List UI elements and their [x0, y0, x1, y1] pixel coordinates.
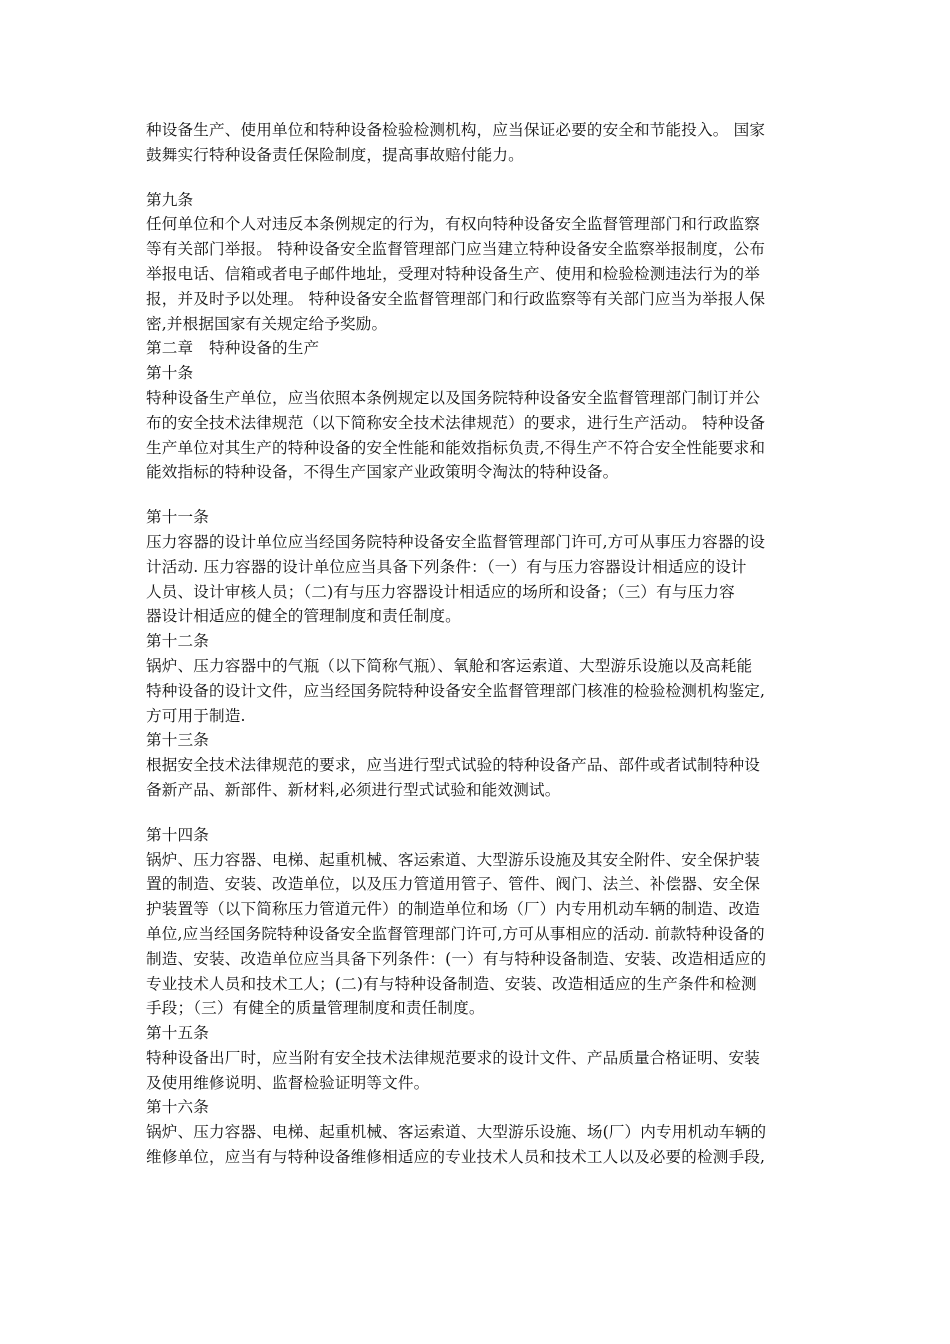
paragraph-line: 单位,应当经国务院特种设备安全监督管理部门许可,方可从事相应的活动. 前款特种设备的 — [146, 924, 765, 943]
article-heading: 第十一条 — [146, 508, 209, 527]
paragraph-line: 特种设备的设计文件，应当经国务院特种设备安全监督管理部门核准的检验检测机构鉴定, — [146, 681, 766, 700]
paragraph-line: 备新产品、新部件、新材料,必须进行型式试验和能效测试。 — [146, 780, 561, 799]
paragraph-line: 专业技术人员和技术工人；(二)有与特种设备制造、安装、改造相适应的生产条件和检测 — [146, 974, 757, 993]
article-paragraph — [146, 530, 810, 629]
paragraph-line: 锅炉、压力容器、电梯、起重机械、客运索道、大型游乐设施及其安全附件、安全保护装 — [146, 850, 761, 869]
paragraph-gap — [146, 485, 810, 505]
paragraph-line: 锅炉、压力容器、电梯、起重机械、客运索道、大型游乐设施、场(厂）内专用机动车辆的 — [146, 1123, 767, 1142]
paragraph-line: 报，并及时予以处理。 特种设备安全监督管理部门和行政监察等有关部门应当为举报人保 — [146, 289, 766, 308]
document-body — [146, 118, 810, 1170]
paragraph-line: 维修单位，应当有与特种设备维修相适应的专业技术人员和技术工人以及必要的检测手段, — [146, 1148, 766, 1167]
paragraph-line: 锅炉、压力容器中的气瓶（以下简称气瓶）、氧舱和客运索道、大型游乐设施以及高耗能 — [146, 656, 753, 675]
article-heading: 第十条 — [146, 364, 194, 383]
paragraph-line: 计活动. 压力容器的设计单位应当具备下列条件：（一）有与压力容器设计相适应的设计 — [146, 557, 747, 576]
paragraph-line: 任何单位和个人对违反本条例规定的行为，有权向特种设备安全监督管理部门和行政监察 — [146, 215, 761, 234]
paragraph-line: 器设计相适应的健全的管理制度和责任制度。 — [146, 607, 461, 626]
article-paragraph — [146, 753, 810, 803]
article-paragraph — [146, 848, 810, 1022]
paragraph-line: 压力容器的设计单位应当经国务院特种设备安全监督管理部门许可,方可从事压力容器的设 — [146, 532, 766, 551]
article-heading: 第二章 特种设备的生产 — [146, 339, 320, 358]
article-paragraph — [146, 1120, 810, 1170]
paragraph-line: 置的制造、安装、改造单位，以及压力管道用管子、管件、阀门、法兰、补偿器、安全保 — [146, 875, 761, 894]
article-paragraph — [146, 1046, 810, 1096]
article-heading: 第十六条 — [146, 1098, 209, 1117]
paragraph-line: 根据安全技术法律规范的要求，应当进行型式试验的特种设备产品、部件或者试制特种设 — [146, 756, 761, 775]
article-heading: 第十四条 — [146, 825, 209, 844]
paragraph-line: 等有关部门举报。 特种设备安全监督管理部门应当建立特种设备安全监察举报制度，公布 — [146, 240, 766, 259]
paragraph-line: 制造、安装、改造单位应当具备下列条件：(一）有与特种设备制造、安装、改造相适应的 — [146, 949, 767, 968]
paragraph-line: 密,并根据国家有关规定给予奖励。 — [146, 314, 388, 333]
article-paragraph — [146, 118, 810, 168]
article-paragraph — [146, 654, 810, 728]
paragraph-line: 能效指标的特种设备，不得生产国家产业政策明令淘汰的特种设备。 — [146, 463, 619, 482]
article-heading: 第十二条 — [146, 632, 209, 651]
article-heading: 第九条 — [146, 190, 194, 209]
paragraph-line: 人员、设计审核人员；（二)有与压力容器设计相适应的场所和设备；（三）有与压力容 — [146, 582, 735, 601]
article-heading: 第十五条 — [146, 1024, 209, 1043]
paragraph-line: 鼓舞实行特种设备责任保险制度，提高事故赔付能力。 — [146, 145, 524, 164]
paragraph-line: 布的安全技术法律规范（以下简称安全技术法律规范）的要求，进行生产活动。 特种设备 — [146, 413, 766, 432]
paragraph-line: 特种设备出厂时，应当附有安全技术法律规范要求的设计文件、产品质量合格证明、安装 — [146, 1048, 761, 1067]
paragraph-line: 及使用维修说明、监督检验证明等文件。 — [146, 1073, 430, 1092]
paragraph-line: 生产单位对其生产的特种设备的安全性能和能效指标负责,不得生产不符合安全性能要求和 — [146, 438, 766, 457]
article-heading: 第十三条 — [146, 731, 209, 750]
paragraph-line: 种设备生产、使用单位和特种设备检验检测机构，应当保证必要的安全和节能投入。 国家 — [146, 121, 766, 139]
paragraph-gap — [146, 803, 810, 823]
paragraph-line: 特种设备生产单位，应当依照本条例规定以及国务院特种设备安全监督管理部门制订并公 — [146, 388, 761, 407]
paragraph-gap — [146, 168, 810, 188]
paragraph-line: 方可用于制造. — [146, 706, 246, 725]
article-paragraph — [146, 386, 810, 485]
paragraph-line: 举报电话、信箱或者电子邮件地址，受理对特种设备生产、使用和检验检测违法行为的举 — [146, 264, 761, 283]
paragraph-line: 手段；（三）有健全的质量管理制度和责任制度。 — [146, 999, 485, 1018]
article-paragraph — [146, 212, 810, 336]
paragraph-line: 护装置等（以下简称压力管道元件）的制造单位和场（厂）内专用机动车辆的制造、改造 — [146, 900, 761, 919]
